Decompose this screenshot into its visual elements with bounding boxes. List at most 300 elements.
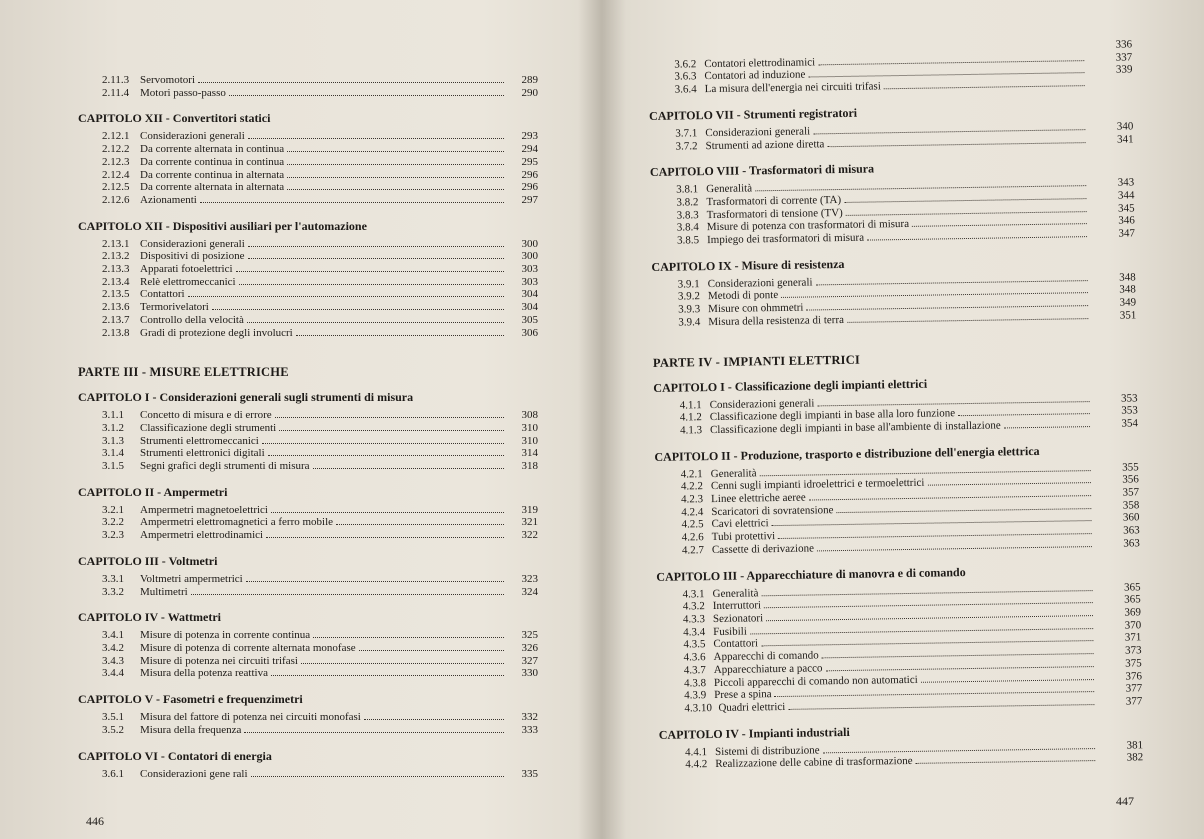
leader-dots xyxy=(266,537,504,538)
entry-page: 344 xyxy=(1117,189,1135,202)
leader-dots xyxy=(271,675,504,676)
right-toc xyxy=(648,38,1144,784)
chapter-heading: CAPITOLO VII - Strumenti registratori xyxy=(648,105,858,123)
entry-title: Considerazioni generali xyxy=(709,396,815,411)
entry-title: Generalità xyxy=(710,467,757,480)
leader-dots xyxy=(958,413,1090,416)
entry-page: 332 xyxy=(521,711,538,724)
entry-title: Gradi di protezione degli involucri xyxy=(140,326,293,339)
entry-title: Misure di potenza in corrente continua xyxy=(140,629,311,642)
entry-page: 339 xyxy=(1115,63,1133,77)
entry-number: 3.9.3 xyxy=(678,303,701,316)
toc-section xyxy=(659,720,1144,772)
entry-number: 2.13.1 xyxy=(102,237,130,250)
chapter-heading: CAPITOLO IV - Wattmetri xyxy=(78,610,221,625)
entry-page: 365 xyxy=(1124,593,1141,606)
entry-page: 343 xyxy=(1117,176,1135,189)
entry-title: Quadri elettrici xyxy=(718,700,786,714)
entry-page: 325 xyxy=(521,629,538,642)
entry-number: 3.2.2 xyxy=(102,516,124,529)
entry-title: Misura del fattore di potenza nei circuiti monofasi xyxy=(140,711,361,724)
entry-page: 347 xyxy=(1118,227,1136,240)
entry-title: Controllo della velocità xyxy=(140,313,244,326)
toc-section xyxy=(648,38,1133,96)
entry-number: 3.7.1 xyxy=(675,127,698,140)
chapter-heading: CAPITOLO I - Classificazione degli impianti elettrici xyxy=(653,376,928,395)
leader-dots xyxy=(287,177,504,178)
entry-page: 353 xyxy=(1120,391,1138,405)
chapter-heading: CAPITOLO VIII - Trasformatori di misura xyxy=(649,161,875,180)
leader-dots xyxy=(268,455,504,456)
entry-page: 303 xyxy=(521,263,538,276)
entry-page: 348 xyxy=(1119,283,1136,297)
entry-page: 375 xyxy=(1125,657,1142,670)
entry-number: 4.3.4 xyxy=(683,625,706,639)
leader-dots xyxy=(246,581,504,582)
entry-title: Misura della frequenza xyxy=(140,723,242,736)
entry-title: Da corrente continua in alternata xyxy=(140,168,285,181)
entry-number: 4.3.7 xyxy=(683,663,706,677)
entry-list xyxy=(655,461,1140,558)
entry-number: 2.11.3 xyxy=(102,74,130,86)
entry-title: Sezionatori xyxy=(712,612,764,626)
entry-number: 3.2.3 xyxy=(102,529,124,542)
entry-page: 314 xyxy=(521,447,538,460)
entry-title: Apparati fotoelettrici xyxy=(140,263,233,276)
entry-title: Da corrente continua in continua xyxy=(140,155,285,168)
entry-list xyxy=(78,409,538,473)
entry-page: 289 xyxy=(521,74,538,86)
entry-title: Fusibili xyxy=(713,625,747,638)
entry-number: 3.4.3 xyxy=(102,654,124,667)
entry-title: Misure con ohmmetri xyxy=(708,301,804,316)
entry-title: Generalità xyxy=(712,586,759,600)
leader-dots xyxy=(837,508,1092,513)
entry-title: Strumenti elettronici digitali xyxy=(140,447,265,460)
entry-page: 310 xyxy=(521,421,538,434)
entry-page: 373 xyxy=(1124,644,1142,657)
entry-title: Ampermetri elettromagnetici a ferro mobile xyxy=(140,516,334,529)
entry-number: 4.3.10 xyxy=(684,701,713,715)
entry-title: Apparecchiature a pacco xyxy=(713,662,823,676)
entry-list xyxy=(652,271,1137,329)
entry-number: 3.1.5 xyxy=(102,460,124,473)
entry-title: Concetto di misura e di errore xyxy=(140,409,272,422)
entry-number: 4.3.3 xyxy=(682,613,706,626)
toc-entry xyxy=(102,314,538,327)
entry-title: Considerazioni generali xyxy=(707,276,813,290)
entry-page: 341 xyxy=(1116,132,1134,146)
entry-number: 3.8.4 xyxy=(676,221,699,234)
leader-dots xyxy=(248,138,504,139)
entry-title: Misura della resistenza di terra xyxy=(708,313,845,328)
toc-section xyxy=(656,562,1142,716)
entry-page: 310 xyxy=(521,434,538,447)
toc-section xyxy=(650,158,1135,248)
chapter-heading: CAPITOLO V - Fasometri e frequenzimetri xyxy=(78,692,303,707)
entry-title: Dispositivi di posizione xyxy=(140,250,245,263)
entry-title: Scaricatori di sovratensione xyxy=(711,503,834,518)
leader-dots xyxy=(248,258,505,259)
toc-section xyxy=(78,219,538,340)
leader-dots xyxy=(927,482,1090,486)
leader-dots xyxy=(313,637,504,638)
entry-number: 3.3.2 xyxy=(102,585,124,598)
entry-number: 4.2.2 xyxy=(680,480,704,493)
entry-list xyxy=(78,504,538,542)
entry-title: Strumenti elettromeccanici xyxy=(140,434,259,447)
entry-page: 295 xyxy=(521,155,538,168)
toc-entry xyxy=(102,435,538,448)
entry-title: Prese a spina xyxy=(714,688,772,702)
entry-list xyxy=(650,177,1135,248)
entry-title: Misure di potenza nei circuiti trifasi xyxy=(140,654,298,667)
leader-dots xyxy=(1004,426,1090,428)
leader-dots xyxy=(364,719,504,720)
entry-page: 296 xyxy=(521,181,538,194)
entry-page: 377 xyxy=(1125,695,1143,708)
entry-number: 4.3.5 xyxy=(683,638,706,651)
entry-title: Considerazioni generali xyxy=(140,130,245,143)
leader-dots xyxy=(846,211,1087,216)
page-number: 446 xyxy=(86,814,104,828)
entry-number: 4.2.4 xyxy=(681,505,704,519)
entry-title: Considerazioni generali xyxy=(705,125,811,139)
entry-page: 333 xyxy=(521,723,538,736)
entry-page xyxy=(1089,86,1133,87)
toc-section xyxy=(649,101,1134,153)
leader-dots xyxy=(912,223,1087,227)
entry-number: 3.1.3 xyxy=(102,434,124,447)
entry-number: 3.4.2 xyxy=(102,641,124,654)
toc-entry xyxy=(102,130,538,143)
leader-dots xyxy=(287,189,504,190)
leader-dots xyxy=(251,776,504,777)
entry-page: 348 xyxy=(1119,271,1136,284)
entry-number: 3.8.1 xyxy=(676,183,699,196)
entry-title: Ampermetri elettrodinamici xyxy=(140,529,264,542)
entry-number: 3.4.4 xyxy=(102,667,124,680)
entry-page: 363 xyxy=(1123,537,1140,550)
entry-list xyxy=(78,711,538,736)
entry-number: 3.4.1 xyxy=(102,629,124,642)
toc-entry xyxy=(102,460,538,473)
leader-dots xyxy=(262,443,504,444)
toc-entry xyxy=(102,422,538,435)
entry-list xyxy=(78,238,538,340)
entry-number: 4.3.6 xyxy=(683,651,706,664)
entry-page: 324 xyxy=(521,585,538,598)
entry-number: 2.13.2 xyxy=(102,250,130,263)
entry-number: 2.12.6 xyxy=(102,193,130,206)
entry-number: 3.8.5 xyxy=(676,234,700,247)
entry-number: 3.9.1 xyxy=(677,277,700,291)
right-page xyxy=(604,0,1204,839)
entry-list xyxy=(649,120,1133,153)
entry-page: 382 xyxy=(1126,751,1144,764)
chapter-heading: CAPITOLO II - Ampermetri xyxy=(78,484,228,499)
toc-entry xyxy=(102,573,538,586)
entry-number: 4.2.1 xyxy=(680,467,703,481)
entry-title: Contattori xyxy=(713,637,759,651)
entry-number: 3.1.1 xyxy=(102,409,124,422)
toc-entry xyxy=(102,724,538,737)
toc-section xyxy=(78,692,538,736)
entry-number: 4.1.2 xyxy=(679,411,702,424)
toc-entry xyxy=(102,238,538,251)
entry-page: 360 xyxy=(1122,511,1140,525)
leader-dots xyxy=(921,679,1094,683)
entry-page: 337 xyxy=(1115,51,1133,64)
chapter-heading: CAPITOLO IX - Misure di resistenza xyxy=(651,256,845,274)
chapter-heading: CAPITOLO III - Voltmetri xyxy=(78,553,218,568)
entry-title: Classificazione degli impianti in base all'ambiente di installazione xyxy=(709,419,1001,437)
entry-page: 306 xyxy=(521,326,538,339)
leader-dots xyxy=(287,151,504,152)
entry-list xyxy=(78,573,538,598)
entry-number: 3.9.4 xyxy=(678,316,701,329)
toc-entry xyxy=(102,194,538,207)
toc-section xyxy=(653,373,1138,438)
entry-number: 4.1.3 xyxy=(679,424,703,437)
entry-number: 3.1.4 xyxy=(102,447,124,460)
entry-number: 2.13.4 xyxy=(102,275,130,288)
toc-entry xyxy=(102,156,538,169)
entry-page: 351 xyxy=(1119,309,1137,322)
entry-number: 3.3.1 xyxy=(102,572,124,585)
entry-title: Trasformatori di tensione (TV) xyxy=(706,206,843,221)
entry-page: 365 xyxy=(1123,580,1141,594)
entry-page: 323 xyxy=(521,572,538,585)
entry-page: 300 xyxy=(521,250,538,263)
entry-number: 4.3.2 xyxy=(682,600,705,613)
entry-title: Da corrente alternata in alternata xyxy=(140,181,285,194)
entry-number: 4.3.9 xyxy=(684,689,707,702)
chapter-heading: CAPITOLO VI - Contatori di energia xyxy=(78,748,272,763)
entry-page: 294 xyxy=(521,143,538,156)
leader-dots xyxy=(359,650,504,651)
entry-title: Motori passo-passo xyxy=(140,86,226,99)
entry-title: Ampermetri magnetoelettrici xyxy=(140,503,268,516)
entry-page: 290 xyxy=(521,86,538,99)
entry-title: Trasformatori di corrente (TA) xyxy=(706,193,842,209)
entry-page: 358 xyxy=(1122,499,1140,512)
leader-dots xyxy=(788,704,1094,710)
entry-title: Cavi elettrici xyxy=(711,517,769,531)
entry-title: Multimetri xyxy=(140,585,188,598)
leader-dots xyxy=(229,95,504,96)
leader-dots xyxy=(844,198,1086,203)
toc-entry xyxy=(102,504,538,517)
toc-section xyxy=(651,252,1136,329)
toc-entry xyxy=(102,655,538,668)
leader-dots xyxy=(817,546,1092,551)
entry-page: 346 xyxy=(1118,214,1135,227)
entry-page: 300 xyxy=(521,237,538,250)
entry-page: 293 xyxy=(521,130,538,143)
leader-dots xyxy=(212,309,504,310)
toc-section xyxy=(78,749,538,781)
entry-number: 2.11.4 xyxy=(102,86,130,99)
toc-entry xyxy=(102,74,538,87)
entry-page: 377 xyxy=(1125,682,1143,695)
entry-page: 340 xyxy=(1116,120,1134,133)
entry-page: 354 xyxy=(1121,417,1139,430)
leader-dots xyxy=(239,284,504,285)
entry-title: Relè elettromeccanici xyxy=(140,275,236,288)
entry-page: 335 xyxy=(521,767,538,780)
entry-page: 304 xyxy=(521,288,538,301)
entry-title: Azionamenti xyxy=(140,193,197,206)
toc-entry xyxy=(102,409,538,422)
entry-page: 363 xyxy=(1123,524,1140,537)
leader-dots xyxy=(271,512,504,513)
entry-title: La misura dell'energia nei circuiti trifasi xyxy=(704,80,881,96)
toc-entry xyxy=(102,711,538,724)
entry-title: Generalità xyxy=(706,182,753,196)
leader-dots xyxy=(301,663,504,664)
entry-list xyxy=(648,38,1133,96)
entry-number: 3.6.3 xyxy=(674,70,697,83)
entry-number: 2.13.6 xyxy=(102,301,130,314)
toc-entry xyxy=(102,276,538,289)
entry-title: Cassette di derivazione xyxy=(711,542,815,556)
toc-entry xyxy=(102,87,538,100)
entry-number: 3.1.2 xyxy=(102,421,124,434)
part-heading: PARTE III - MISURE ELETTRICHE xyxy=(78,365,289,380)
toc-entry xyxy=(102,169,538,182)
entry-number: 4.3.1 xyxy=(682,587,705,601)
entry-page: 319 xyxy=(521,503,538,516)
entry-title: Apparecchi di comando xyxy=(713,649,819,664)
toc-entry xyxy=(102,629,538,642)
leader-dots xyxy=(236,271,504,272)
entry-title: Tubi protettivi xyxy=(711,530,776,544)
entry-title: Considerazioni gene rali xyxy=(140,767,248,780)
entry-title: Classificazione degli strumenti xyxy=(140,421,277,434)
entry-page: 297 xyxy=(521,193,538,206)
leader-dots xyxy=(247,322,504,323)
toc-entry xyxy=(102,768,538,781)
page-number: 447 xyxy=(1116,794,1134,808)
entry-list xyxy=(78,74,538,99)
leader-dots xyxy=(200,202,504,203)
toc-entry xyxy=(102,181,538,194)
entry-number: 4.2.7 xyxy=(681,544,705,557)
entry-number: 2.13.5 xyxy=(102,288,130,301)
entry-page: 356 xyxy=(1122,473,1139,486)
entry-page: 357 xyxy=(1122,486,1140,499)
entry-page: 355 xyxy=(1122,461,1139,474)
toc-entry xyxy=(102,586,538,599)
toc-entry xyxy=(102,447,538,460)
entry-page: 304 xyxy=(521,301,538,314)
leader-dots xyxy=(827,142,1085,147)
entry-page: 371 xyxy=(1124,631,1142,644)
entry-page: 308 xyxy=(521,409,538,422)
entry-number: 4.4.1 xyxy=(685,745,708,759)
entry-title: Misura della potenza reattiva xyxy=(140,667,268,680)
entry-number: 4.2.5 xyxy=(681,518,704,532)
entry-list xyxy=(654,392,1139,438)
entry-title: Metodi di ponte xyxy=(707,289,779,303)
entry-number: 3.5.2 xyxy=(102,723,124,736)
chapter-heading: CAPITOLO II - Produzione, trasporto e distribuzione dell'energia elettrica xyxy=(654,443,1040,464)
toc-entry xyxy=(102,516,538,529)
entry-title: Linee elettriche aeree xyxy=(711,491,806,506)
entry-number: 4.3.8 xyxy=(683,676,707,690)
entry-page: 381 xyxy=(1126,738,1144,752)
part-heading: PARTE IV - IMPIANTI ELETTRICI xyxy=(652,352,861,370)
entry-page: 336 xyxy=(1115,38,1133,51)
chapter-heading: CAPITOLO XII - Dispositivi ausiliari per l'automazione xyxy=(78,218,367,233)
entry-page: 296 xyxy=(521,168,538,181)
entry-number: 2.12.1 xyxy=(102,130,130,143)
toc-section xyxy=(78,74,538,99)
entry-page: 326 xyxy=(521,641,538,654)
entry-number: 2.12.2 xyxy=(102,143,130,156)
entry-list xyxy=(657,581,1143,716)
toc-entry xyxy=(102,667,538,680)
entry-title: Impiego dei trasformatori di misura xyxy=(706,231,865,247)
leader-dots xyxy=(313,468,504,469)
leader-dots xyxy=(287,164,504,165)
entry-number: 2.13.3 xyxy=(102,263,130,276)
entry-page: 370 xyxy=(1124,619,1142,632)
toc-section xyxy=(78,111,538,206)
toc-section xyxy=(78,485,538,542)
toc-entry xyxy=(102,143,538,156)
entry-number: 4.1.1 xyxy=(679,398,702,412)
entry-title: Termorivelatori xyxy=(140,301,209,314)
toc-entry xyxy=(102,263,538,276)
toc-section xyxy=(654,442,1140,558)
entry-page: 330 xyxy=(521,667,538,680)
entry-number: 3.8.2 xyxy=(676,196,699,209)
entry-title: Contattori xyxy=(140,288,185,301)
entry-title: Interruttori xyxy=(712,599,762,613)
entry-number: 3.6.2 xyxy=(674,57,697,71)
entry-title: Servomotori xyxy=(140,74,195,86)
entry-title: Segni grafici degli strumenti di misura xyxy=(140,460,310,473)
leader-dots xyxy=(916,760,1096,764)
entry-page: 318 xyxy=(521,460,538,473)
leader-dots xyxy=(336,524,504,525)
entry-title: Considerazioni generali xyxy=(140,237,245,250)
entry-number: 4.2.6 xyxy=(681,531,704,544)
entry-list xyxy=(78,768,538,781)
entry-title: Piccoli apparecchi di comando non automatici xyxy=(713,673,918,689)
entry-list xyxy=(78,629,538,680)
leader-dots xyxy=(198,82,504,83)
entry-page: 349 xyxy=(1119,296,1137,309)
entry-page: 321 xyxy=(521,516,538,529)
chapter-heading: CAPITOLO IV - Impianti industriali xyxy=(658,724,850,742)
entry-number: 3.9.2 xyxy=(677,290,701,303)
entry-title: Sistemi di distribuzione xyxy=(714,744,820,758)
entry-page: 345 xyxy=(1118,202,1135,215)
chapter-heading: CAPITOLO III - Apparecchiature di manovra e di comando xyxy=(656,564,966,584)
entry-title: Strumenti ad azione diretta xyxy=(705,137,825,152)
entry-page: 376 xyxy=(1125,669,1143,683)
entry-number: 4.4.2 xyxy=(685,758,708,771)
entry-number: 3.8.3 xyxy=(676,208,699,222)
entry-title: Classificazione degli impianti in base alla loro funzione xyxy=(709,407,956,424)
entry-number: 3.6.1 xyxy=(102,767,124,780)
left-toc xyxy=(78,74,538,792)
entry-title: Voltmetri ampermetrici xyxy=(140,572,243,585)
entry-page: 353 xyxy=(1121,404,1138,417)
